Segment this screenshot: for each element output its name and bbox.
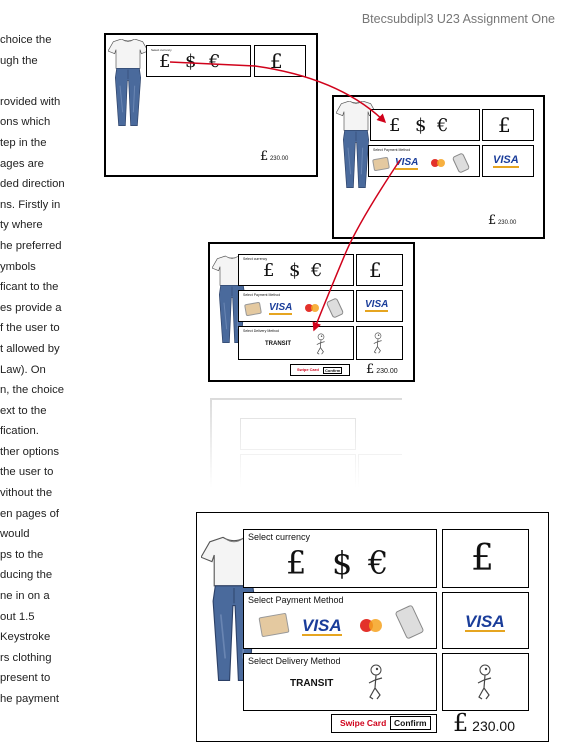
selected-card: VISA — [365, 299, 389, 310]
selected-currency: £ — [270, 49, 283, 73]
pound-option[interactable]: £ — [159, 51, 171, 72]
euro-option[interactable]: € — [209, 51, 221, 72]
selected-currency: £ — [498, 113, 511, 137]
body-text-line: ty where — [0, 219, 43, 232]
body-text-line: ficant to the — [0, 281, 59, 294]
swipe-card-button[interactable]: Swipe Card — [297, 367, 319, 372]
body-text-line: n, the choice — [0, 384, 65, 397]
body-text-line: ons which — [0, 116, 51, 129]
body-text-line: Law). On — [0, 363, 46, 376]
swipe-card-button[interactable]: Swipe Card — [340, 718, 387, 728]
euro-option[interactable]: € — [368, 544, 389, 582]
body-text-line: ducing the — [0, 569, 53, 582]
arrow-currency-to-payment — [170, 62, 385, 122]
visa-option[interactable]: VISA — [302, 616, 342, 635]
body-text-line: tep in the — [0, 136, 47, 149]
body-text-line: ther options — [0, 445, 60, 458]
pound-option[interactable]: £ — [286, 544, 307, 582]
delivery-label: Select Delivery Method — [248, 656, 341, 666]
confirm-button[interactable]: Confirm — [325, 368, 341, 373]
selected-currency: £ — [471, 538, 494, 579]
selected-currency: £ — [369, 258, 382, 282]
currency-label: Select currency — [151, 48, 172, 52]
body-text-line: en pages of — [0, 507, 60, 520]
body-text-line: present to — [0, 672, 51, 685]
dollar-option[interactable]: $ — [415, 115, 427, 136]
euro-option[interactable]: € — [311, 260, 323, 281]
currency-label: Select currency — [243, 257, 268, 261]
arrow-payment-to-delivery — [314, 160, 400, 330]
price-symbol: £ — [488, 213, 497, 228]
body-text-line: fication. — [0, 425, 39, 438]
delivery-label: Select Delivery Method — [243, 329, 279, 333]
confirm-button[interactable]: Confirm — [390, 716, 431, 730]
body-text-line: ugh the — [0, 54, 38, 67]
body-text-line: would — [0, 528, 30, 541]
dollar-option[interactable]: $ — [332, 544, 353, 582]
body-text-line: ymbols — [0, 260, 36, 273]
selected-card: VISA — [465, 612, 505, 631]
body-text-line: t allowed by — [0, 342, 60, 355]
body-text-line: rovided with — [0, 95, 61, 108]
price-symbol: £ — [260, 149, 269, 164]
pound-option[interactable]: £ — [389, 115, 401, 136]
price-value: 230.00 — [269, 156, 289, 162]
visa-option[interactable]: VISA — [395, 157, 419, 168]
body-text-line: rs clothing — [0, 651, 52, 664]
selected-card: VISA — [493, 154, 519, 166]
body-text-line: ext to the — [0, 404, 47, 417]
price-value: 230.00 — [376, 368, 398, 375]
body-text-line: f the user to — [0, 322, 60, 335]
payment-label: Select Payment Method — [248, 595, 344, 605]
body-text-line: out 1.5 — [0, 610, 35, 623]
body-text-line: the user to — [0, 466, 54, 479]
body-text-line: es provide a — [0, 301, 62, 314]
body-text-line: Keystroke — [0, 631, 51, 644]
transit-option[interactable]: TRANSIT — [265, 341, 291, 347]
payment-label: Select Payment Method — [243, 293, 281, 297]
price-value: 230.00 — [497, 220, 517, 226]
dollar-option[interactable]: $ — [289, 260, 301, 281]
pound-option[interactable]: £ — [263, 260, 275, 281]
price-symbol: £ — [453, 709, 469, 737]
euro-option[interactable]: € — [437, 115, 449, 136]
price-symbol: £ — [366, 362, 375, 377]
price-value: 230.00 — [472, 718, 515, 734]
body-text-line: ded direction — [0, 178, 65, 191]
body-text-line: ages are — [0, 157, 44, 170]
page-header: Btecsubdipl3 U23 Assignment One — [361, 12, 555, 26]
body-text-line: he preferred — [0, 239, 62, 252]
body-text-line: vithout the — [0, 487, 53, 500]
body-text-line: ne in on a — [0, 590, 50, 603]
body-text-line: choice the — [0, 34, 52, 46]
dollar-option[interactable]: $ — [185, 51, 197, 72]
payment-label: Select Payment Method — [373, 148, 411, 152]
body-text-line: he payment — [0, 693, 60, 705]
currency-label: Select currency — [248, 532, 311, 542]
body-text-line: ps to the — [0, 548, 44, 561]
body-text-line: ns. Firstly in — [0, 198, 61, 211]
visa-option[interactable]: VISA — [269, 302, 293, 313]
transit-option[interactable]: TRANSIT — [290, 678, 334, 689]
